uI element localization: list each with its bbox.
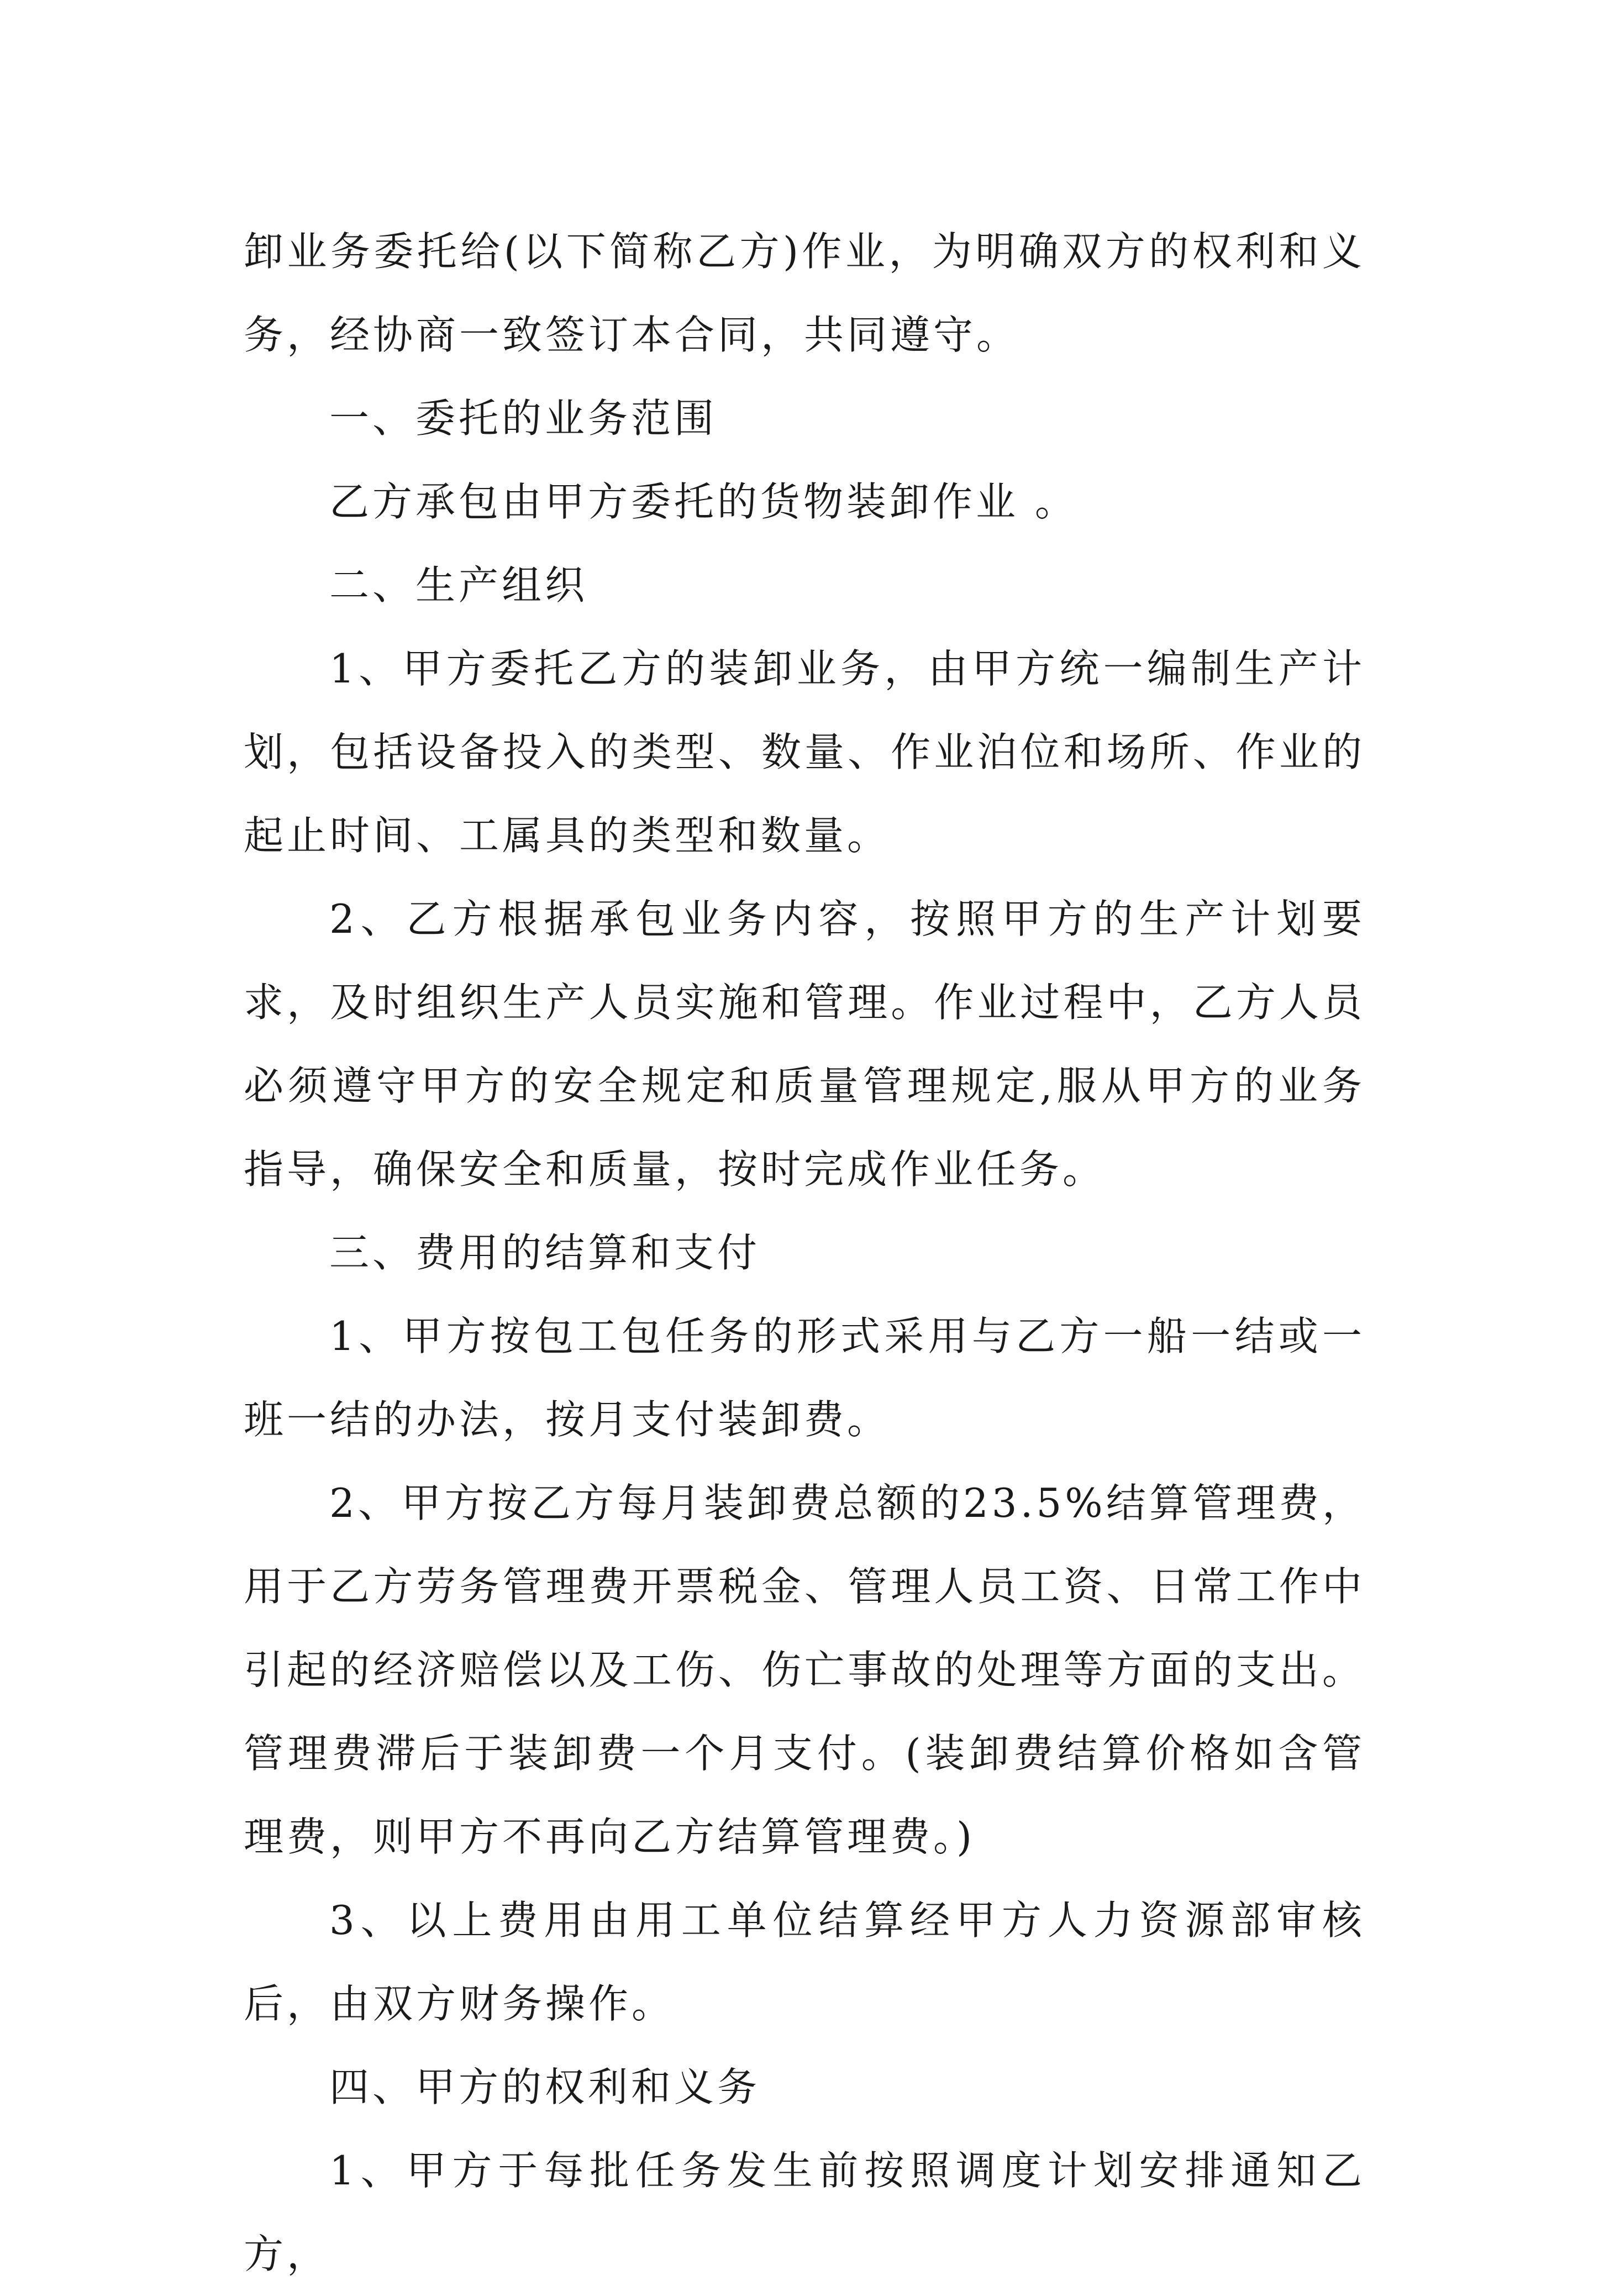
paragraph-party-a-1: 1、甲方于每批任务发生前按照调度计划安排通知乙方， xyxy=(244,2147,1365,2277)
paragraph-fees-2: 2、甲方按乙方每月装卸费总额的23.5%结算管理费，用于乙方劳务管理费开票税金、管理人员工资、日常工作中引起的经济赔偿以及工伤、伤亡事故的处理等方面的支出。管理费滞后于装卸费一个月支付。(装卸费结算价格如含管理费，则甲方不再向乙方结算管理费。) xyxy=(244,1480,1365,1860)
section-heading-3: 三、费用的结算和支付 xyxy=(329,1230,761,1276)
paragraph-fees-1: 1、甲方按包工包任务的形式采用与乙方一船一结或一班一结的办法，按月支付装卸费。 xyxy=(244,1313,1365,1443)
section-heading-1: 一、委托的业务范围 xyxy=(329,395,718,442)
paragraph-scope: 乙方承包由甲方委托的货物装卸作业 。 xyxy=(329,479,1078,525)
paragraph-fees-3: 3、以上费用由用工单位结算经甲方人力资源部审核后，由双方财务操作。 xyxy=(244,1897,1365,2027)
contract-body xyxy=(244,210,1365,2296)
paragraph-production-2: 2、乙方根据承包业务内容，按照甲方的生产计划要求，及时组织生产人员实施和管理。作业过程中，乙方人员必须遵守甲方的安全规定和质量管理规定,服从甲方的业务指导，确保安全和质量，按时完成作业任务。 xyxy=(244,896,1365,1192)
paragraph-intro: 卸业务委托给(以下简称乙方)作业，为明确双方的权利和义务，经协商一致签订本合同，共同遵守。 xyxy=(244,228,1365,358)
section-heading-4: 四、甲方的权利和义务 xyxy=(329,2064,761,2110)
paragraph-production-1: 1、甲方委托乙方的装卸业务，由甲方统一编制生产计划，包括设备投入的类型、数量、作业泊位和场所、作业的起止时间、工属具的类型和数量。 xyxy=(244,645,1365,859)
section-heading-2: 二、生产组织 xyxy=(329,562,588,608)
